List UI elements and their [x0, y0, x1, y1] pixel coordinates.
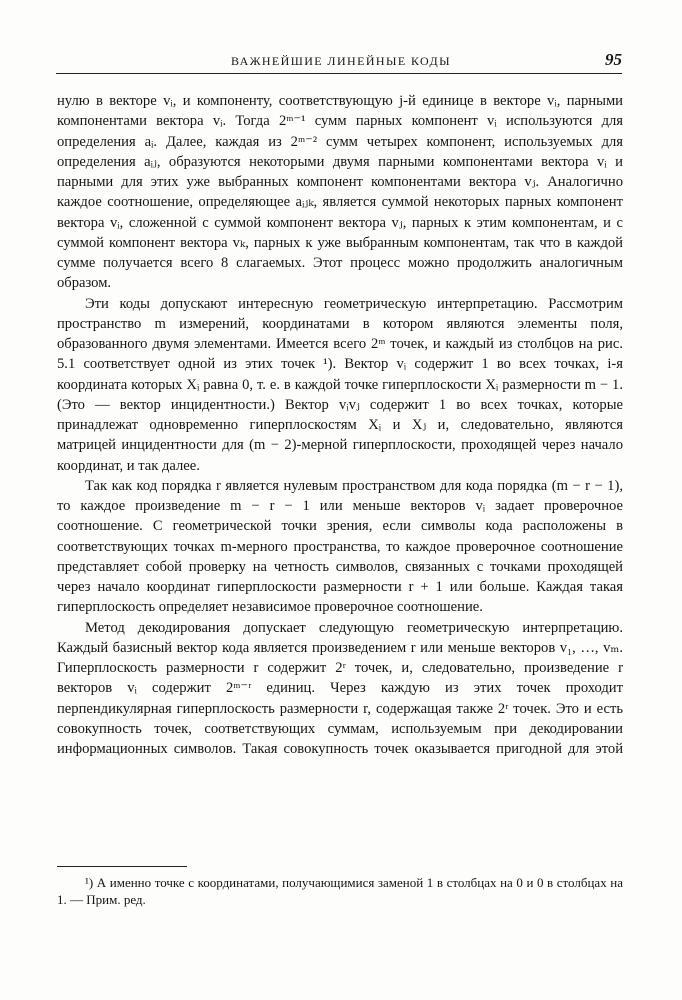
running-head [56, 50, 626, 72]
paragraph-3: Так как код порядка r является нулевым пространством для кода порядка (m − r − 1), то каждое произведение m − r − 1 или меньше векторов vᵢ задает проверочное соотношение. С геометрической точки зрения, если символы кода расположены в соответствующих точках m-мерного пространства, то каждое проверочное соотношение представляет собой проверку на четность символов, связанных с точками проходящей через начало координат гиперплоскости размерности r + 1 или больше. Каждая такая гиперплоскость определяет независимое проверочное соотношение. [57, 477, 623, 616]
page-number: 95 [605, 50, 622, 69]
footnote-rule [57, 866, 187, 867]
header-rule [56, 73, 622, 74]
running-head-title: ВАЖНЕЙШИЕ ЛИНЕЙНЫЕ КОДЫ [231, 54, 451, 68]
paragraph-4: Метод декодирования допускает следующую геометрическую интерпретацию. Каждый базисный вектор кода является произведением r или меньше векторов v₁, …, vₘ. Гиперплоскость размерности r содержит 2ʳ точек, и, следовательно, произведение r векторов vᵢ содержит 2ᵐ⁻ʳ единиц. Через каждую из этих точек проходит перпендикулярная гиперплоскость размерности r, содержащая также 2ʳ точек. Это и есть совокупность точек, соответствующих суммам, используемым при декодировании информационных символов. Такая совокупность точек оказывается пригодной для этой [57, 619, 623, 757]
paragraph-2: Эти коды допускают интересную геометрическую интерпретацию. Рассмотрим пространство m измерений, координатами в котором являются элементы поля, образованного двумя элементами. Имеется всего 2ᵐ точек, и каждый из столбцов на рис. 5.1 соответствует одной из этих точек ¹). Вектор vᵢ содержит 1 во всех точках, i-я координата которых Xᵢ равна 0, т. е. в каждой точке гиперплоскости Xᵢ размерности m − 1. (Это — вектор инцидентности.) Вектор vᵢvⱼ содержит 1 во всех точках, которые принадлежат одновременно гиперплоскостям Xᵢ и Xⱼ и, следовательно, являются матрицей инцидентности для (m − 2)-мерной гиперплоскости, проходящей через начало координат, и так далее. [57, 295, 623, 474]
body-text [57, 91, 623, 759]
paragraph-1: нулю в векторе vᵢ, и компоненту, соответствующую j-й единице в векторе vᵢ, парными компонентами вектора vᵢ. Тогда 2ᵐ⁻¹ сумм парных компонент vᵢ используются для определения aᵢ. Далее, каждая из 2ᵐ⁻² сумм четырех компонент, используемых для определения aᵢⱼ, образуются некоторыми двумя парными компонентами вектора vᵢ и парными для этих уже выбранных компонент компонентами вектора vⱼ. Аналогично каждое соотношение, определяющее aᵢⱼₖ, является суммой некоторых парных компонент вектора vᵢ, сложенной с суммой компонент вектора vⱼ, парных к этим компонентам, и с суммой компонент вектора vₖ, парных к уже выбранным компонентам, так что в каждой сумме получается всего 8 слагаемых. Этот процесс можно продолжить аналогичным образом. [57, 93, 623, 292]
footnote [57, 874, 623, 908]
footnote-text: ¹) А именно точке с координатами, получающимися заменой 1 в столбцах на 0 и 0 в столбцах на 1. — Прим. ред. [57, 875, 623, 907]
